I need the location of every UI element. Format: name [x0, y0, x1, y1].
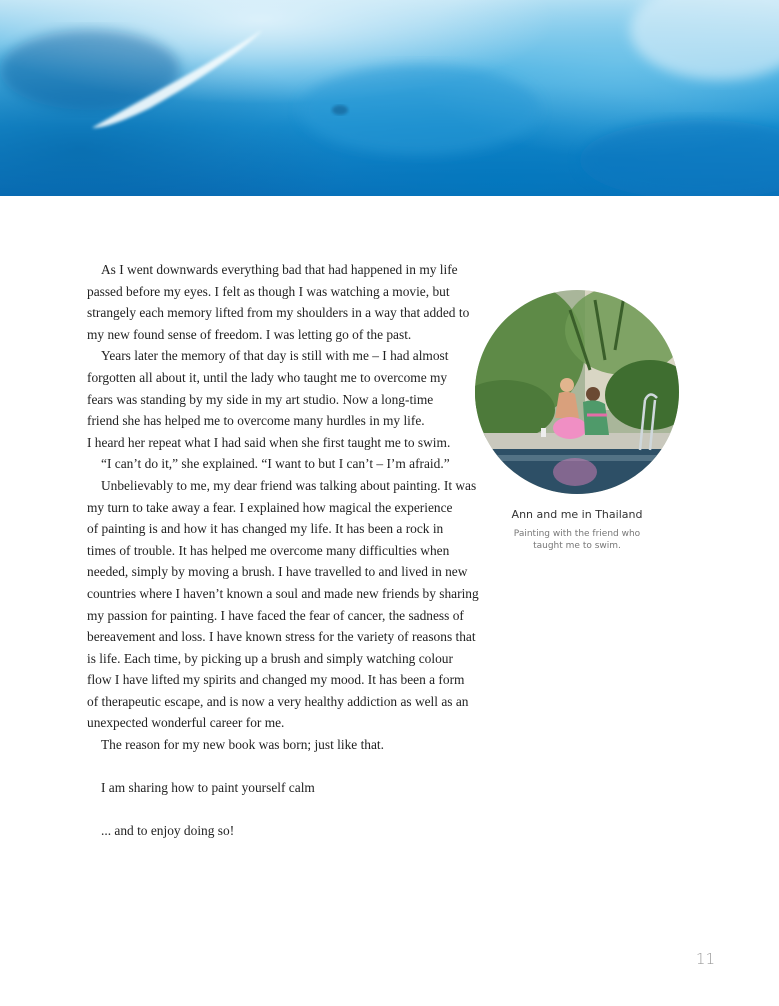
paragraph-line: my new found sense of freedom. I was letting go of the past. — [87, 326, 412, 342]
paragraph-gap — [87, 799, 497, 821]
photo-caption-subtitle-line: Painting with the friend who — [513, 529, 641, 539]
paragraph-line: of painting is and how it has changed my life. It has been a rock in — [87, 521, 444, 537]
photo-caption-subtitle-line: taught me to swim. — [533, 541, 621, 551]
photo-caption-title: Ann and me in Thailand — [511, 508, 643, 521]
watercolour-stroke-icon — [0, 0, 779, 196]
paragraph-line: countries where I haven’t known a soul and made new friends by sharing — [87, 585, 479, 601]
paragraph-line: ... and to enjoy doing so! — [101, 823, 235, 839]
paragraph-line: Years later the memory of that day is still with me – I had almost — [101, 348, 449, 364]
paragraph-line: friend she has helped me to overcome many hurdles in my life. — [87, 413, 425, 429]
paragraph-line: unexpected wonderful career for me. — [87, 715, 285, 731]
paragraph-line: of therapeutic escape, and is now a very healthy addiction as well as an — [87, 693, 469, 709]
paragraph-line: “I can’t do it,” she explained. “I want to but I can’t – I’m afraid.” — [101, 456, 450, 472]
paragraph-line: strangely each memory lifted from my shoulders in a way that added to — [87, 305, 470, 321]
paragraph-line: times of trouble. It has helped me overcome many difficulties when — [87, 542, 450, 558]
paragraph-line: is life. Each time, by picking up a brush and simply watching colour — [87, 650, 453, 666]
paragraph-line: I heard her repeat what I had said when she first taught me to swim. — [87, 434, 451, 450]
thailand-photo — [475, 290, 679, 494]
paragraph-line: passed before my eyes. I felt as though I was watching a movie, but — [87, 283, 450, 299]
paragraph-line: Unbelievably to me, my dear friend was talking about painting. It was — [101, 477, 477, 493]
photo-two-women-by-pool-icon — [475, 290, 679, 494]
paragraph-line: forgotten all about it, until the lady who taught me to overcome my — [87, 369, 448, 385]
paragraph-line: bereavement and loss. I have known stress for the variety of reasons that — [87, 629, 476, 645]
paragraph-line: I am sharing how to paint yourself calm — [101, 780, 315, 796]
paragraph-line: flow I have lifted my spirits and changed my mood. It has been a form — [87, 672, 465, 688]
paragraph-line: needed, simply by moving a brush. I have travelled to and lived in new — [87, 564, 468, 580]
photo-caption-subtitle — [470, 528, 684, 552]
article-body — [87, 259, 497, 842]
watercolour-banner-image — [0, 0, 779, 196]
page-number: 11 — [695, 950, 715, 968]
paragraph-line: As I went downwards everything bad that had happened in my life — [101, 262, 458, 277]
paragraph-gap — [87, 756, 497, 778]
paragraph-line: my turn to take away a fear. I explained how magical the experience — [87, 499, 453, 515]
paragraph-line: fears was standing by my side in my art studio. Now a long-time — [87, 391, 434, 407]
paragraph-line: The reason for my new book was born; just like that. — [101, 737, 385, 753]
paragraph-line: my passion for painting. I have faced the fear of cancer, the sadness of — [87, 607, 464, 623]
